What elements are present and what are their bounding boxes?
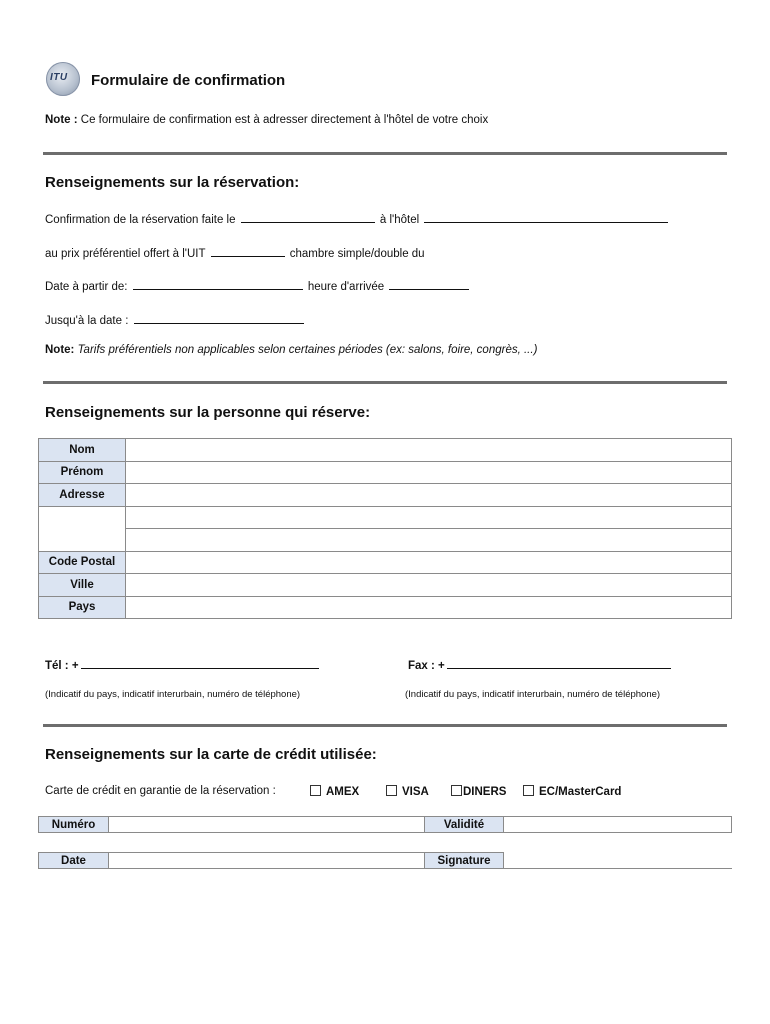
card-row-1 [38, 816, 732, 834]
table-row [39, 596, 732, 619]
pays-field[interactable] [126, 596, 732, 619]
adresse-field-3[interactable] [126, 529, 732, 552]
date-label: Date [38, 852, 109, 869]
table-row [39, 506, 732, 529]
checkbox-icon [523, 785, 534, 796]
price-label: au prix préférentiel offert à l'UIT [45, 248, 209, 260]
fax-blank[interactable] [447, 657, 671, 669]
card-row-2 [38, 852, 732, 870]
checkbox-icon [451, 785, 462, 796]
itu-logo [46, 62, 80, 96]
adresse-field-1[interactable] [126, 484, 732, 507]
diners-label: DINERS [463, 786, 507, 798]
hotel-label: à l'hôtel [376, 214, 423, 226]
prenom-label: Prénom [39, 461, 126, 484]
credit-card-heading: Renseignements sur la carte de crédit utilisée: [45, 746, 377, 763]
header-note-label: Note : [45, 114, 78, 126]
date-from-blank[interactable] [133, 278, 303, 290]
reservation-date-label: Confirmation de la réservation faite le [45, 214, 239, 226]
page-title: Formulaire de confirmation [91, 72, 286, 89]
reservation-line-3 [45, 278, 471, 293]
table-row [39, 439, 732, 462]
amex-label: AMEX [326, 786, 360, 798]
reservation-note [45, 344, 537, 356]
tel-hint: (Indicatif du pays, indicatif interurbain, numéro de téléphone) [45, 689, 301, 700]
ville-label: Ville [39, 574, 126, 597]
checkbox-icon [386, 785, 397, 796]
numero-label: Numéro [38, 816, 109, 833]
visa-checkbox[interactable] [386, 785, 429, 798]
checkbox-icon [310, 785, 321, 796]
mastercard-label: EC/MasterCard [539, 786, 622, 798]
numero-field[interactable] [108, 816, 425, 833]
room-type-label: chambre simple/double du [286, 248, 425, 260]
table-row [39, 461, 732, 484]
price-blank[interactable] [211, 245, 285, 257]
signature-label: Signature [424, 852, 504, 869]
person-table [38, 438, 732, 619]
tel-label: Tél : + [45, 660, 79, 672]
reservation-line-1 [45, 211, 670, 226]
signature-field[interactable] [503, 852, 732, 869]
visa-label: VISA [402, 786, 429, 798]
reservation-note-text: Tarifs préférentiels non applicables selon certaines périodes (ex: salons, foire, congrès, ...) [74, 344, 538, 356]
date-from-label: Date à partir de: [45, 281, 131, 293]
nom-label: Nom [39, 439, 126, 462]
divider-2 [43, 381, 727, 384]
guarantee-text: Carte de crédit en garantie de la réservation : [45, 785, 276, 797]
arrival-label: heure d'arrivée [304, 281, 388, 293]
reservation-line-4 [45, 312, 306, 327]
validite-field[interactable] [503, 816, 732, 833]
divider-3 [43, 724, 727, 727]
validite-label: Validité [424, 816, 504, 833]
fax-hint: (Indicatif du pays, indicatif interurbain, numéro de téléphone) [405, 689, 661, 700]
tel-line [45, 657, 321, 672]
table-row [39, 551, 732, 574]
arrival-blank[interactable] [389, 278, 469, 290]
reservation-note-label: Note: [45, 344, 75, 356]
mastercard-checkbox[interactable] [523, 785, 621, 798]
adresse-label: Adresse [39, 484, 126, 507]
diners-checkbox[interactable] [451, 785, 506, 798]
header-note-text: Ce formulaire de confirmation est à adresser directement à l'hôtel de votre choix [77, 114, 489, 126]
amex-checkbox[interactable] [310, 785, 359, 798]
reservation-heading: Renseignements sur la réservation: [45, 174, 300, 191]
fax-label: Fax : + [408, 660, 445, 672]
reservation-date-blank[interactable] [241, 211, 375, 223]
hotel-blank[interactable] [424, 211, 668, 223]
date-field[interactable] [108, 852, 425, 869]
code-postal-field[interactable] [126, 551, 732, 574]
adresse-extra-label [39, 506, 126, 551]
table-row [39, 484, 732, 507]
reservation-line-2 [45, 245, 425, 260]
date-to-blank[interactable] [134, 312, 304, 324]
person-heading: Renseignements sur la personne qui réserve: [45, 404, 371, 421]
fax-line [408, 657, 673, 672]
header-note [45, 114, 488, 126]
divider-1 [43, 152, 727, 155]
nom-field[interactable] [126, 439, 732, 462]
ville-field[interactable] [126, 574, 732, 597]
logo-text: ITU [50, 72, 68, 83]
adresse-field-2[interactable] [126, 506, 732, 529]
tel-blank[interactable] [81, 657, 319, 669]
table-row [39, 574, 732, 597]
pays-label: Pays [39, 596, 126, 619]
date-to-label: Jusqu'à la date : [45, 315, 132, 327]
table-row [39, 529, 732, 552]
prenom-field[interactable] [126, 461, 732, 484]
code-postal-label: Code Postal [39, 551, 126, 574]
